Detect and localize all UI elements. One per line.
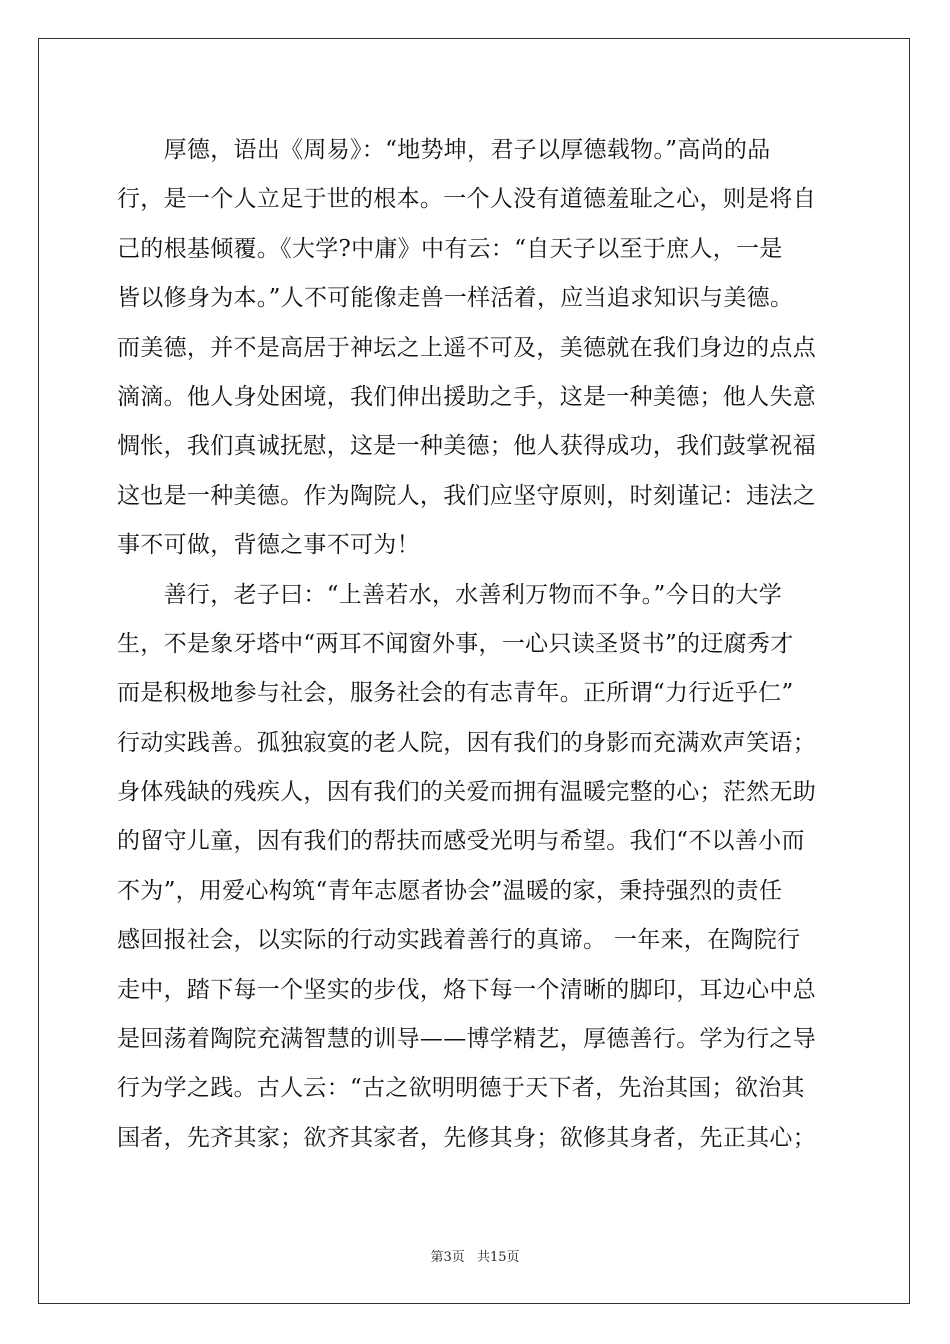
text-line: 不为”，用爱心构筑“青年志愿者协会”温暖的家，秉持强烈的责任 [117, 877, 783, 904]
text-line: 行为学之践。古人云：“古之欲明明德于天下者，先治其国；欲治其 [117, 1075, 805, 1102]
text-line: 而是积极地参与社会，服务社会的有志青年。正所谓“力行近乎仁” [117, 680, 794, 707]
text-line: 滴滴。他人身处困境，我们伸出援助之手，这是一种美德；他人失意 [117, 383, 816, 410]
text-line: 己的根基倾覆。《大学?中庸》中有云：“自天子以至于庶人，一是 [117, 235, 783, 262]
page-total: 共15页 [476, 1250, 520, 1265]
text-line: 而美德，并不是高居于神坛之上遥不可及，美德就在我们身边的点点 [117, 334, 816, 361]
text-line: 身体残缺的残疾人，因有我们的关爱而拥有温暖完整的心；茫然无助 [117, 779, 816, 806]
text-line: 的留守儿童，因有我们的帮扶而感受光明与希望。我们“不以善小而 [117, 828, 805, 855]
page-footer [0, 1246, 950, 1265]
text-line: 是回荡着陶院充满智慧的训导——博学精艺，厚德善行。学为行之导 [117, 1026, 816, 1053]
page-number: 第3页 [430, 1250, 465, 1265]
text-line: 国者，先齐其家；欲齐其家者，先修其身；欲修其身者，先正其心； [117, 1124, 816, 1151]
text-line: 行动实践善。孤独寂寞的老人院，因有我们的身影而充满欢声笑语； [117, 729, 816, 756]
text-line: 这也是一种美德。作为陶院人，我们应坚守原则，时刻谨记：违法之 [117, 482, 816, 509]
text-line: 善行，老子曰：“上善若水，水善利万物而不争。”今日的大学 [117, 581, 783, 608]
text-line: 事不可做，背德之事不可为！ [117, 532, 420, 559]
text-line: 感回报社会，以实际的行动实践着善行的真谛。 一年来，在陶院行 [117, 927, 801, 954]
text-line: 厚德，语出《周易》：“地势坤，君子以厚德载物。”高尚的品 [117, 137, 771, 163]
text-line: 生，不是象牙塔中“两耳不闻窗外事，一心只读圣贤书”的迂腐秀才 [117, 630, 794, 657]
text-line: 惆怅，我们真诚抚慰，这是一种美德；他人获得成功，我们鼓掌祝福 [117, 433, 816, 460]
document-body [117, 126, 837, 1163]
text-line: 走中，踏下每一个坚实的步伐，烙下每一个清晰的脚印，耳边心中总 [117, 976, 816, 1003]
text-line: 皆以修身为本。”人不可能像走兽一样活着，应当追求知识与美德。 [117, 285, 794, 312]
text-line: 行，是一个人立足于世的根本。一个人没有道德羞耻之心，则是将自 [117, 186, 816, 213]
